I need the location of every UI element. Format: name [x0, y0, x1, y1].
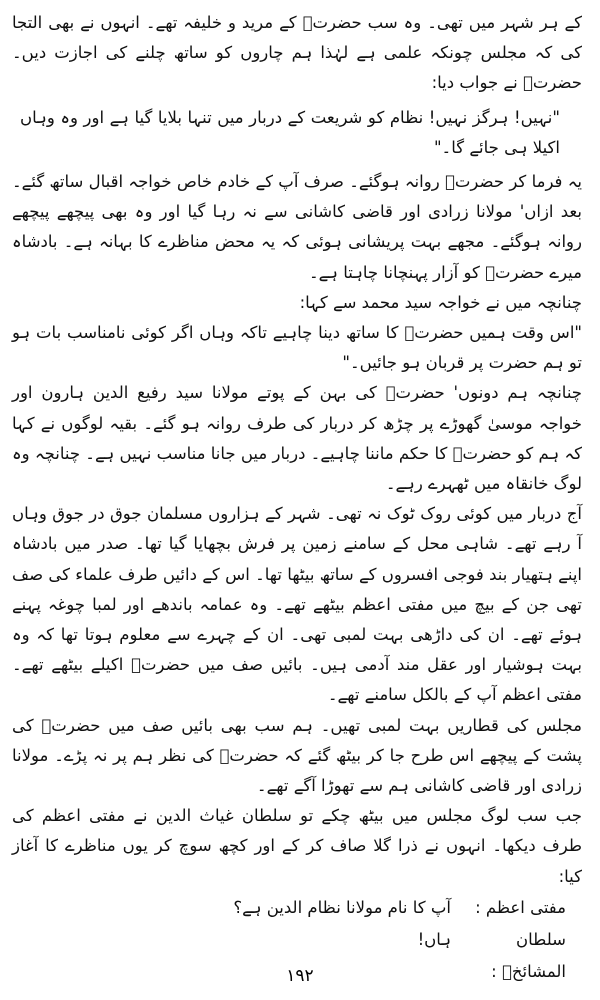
dialogue-speaker: مفتی اعظم : — [475, 897, 566, 917]
dialogue-speaker: سلطان المشائخؒ : — [491, 929, 566, 981]
paragraph-5: آج دربار میں کوئی روک ٹوک نہ تھی۔ شہر کے ہزاروں مسلمان جوق در جوق وہاں آ رہے تھے۔ شاہی محل کے سامنے زمین پر فرش بچھایا گیا تھا۔ صدر میں بادشاہ اپنے ہتھیار بند فوجی افسروں کے ساتھ بیٹھا تھا۔ اس کے دائیں طرف علماء کی صف تھی جن کے بیچ میں مفتی اعظم بیٹھے تھے۔ وہ عمامہ باندھے اور لمبا چوغہ پہنے ہوئے تھے۔ ان کی داڑھی بہت لمبی تھی۔ ان کے چہرے سے معلوم ہوتا تھا کہ وہ بہت ہوشیار اور عقل مند آدمی ہیں۔ بائیں صف میں حضرتؒ اکیلے بیٹھے تھے۔ مفتی اعظم آپ کے بالکل سامنے تھے۔ — [12, 504, 582, 705]
paragraph-6: مجلس کی قطاریں بہت لمبی تھیں۔ ہم سب بھی بائیں صف میں حضرتؒ کی پشت کے پیچھے اس طرح جا کر بیٹھ گئے کہ حضرتؒ کی نظر ہم پر نہ پڑے۔ مولانا زرادی اور قاضی کاشانی ہم سے تھوڑا آگے تھے۔ — [12, 715, 582, 796]
paragraph-2: یہ فرما کر حضرتؒ روانہ ہوگئے۔ صرف آپ کے خادم خاص خواجہ اقبال ساتھ گئے۔ بعد ازاں' مولانا زرادی اور قاضی کاشانی سے نہ رہا گیا اور وہ بھی پیچھے پیچھے روانہ ہوگئے۔ مجھے بہت پریشانی ہوئی کہ یہ محض مناظرے کا بہانہ ہے۔ بادشاہ میرے حضرتؒ کو آزار پہنچانا چاہتا ہے۔ — [12, 172, 582, 282]
quote-2: "اس وقت ہمیں حضرتؒ کا ساتھ دینا چاہیے تاکہ وہاں اگر کوئی نامناسب بات ہو تو ہم حضرت پر قربان ہو جائیں۔" — [12, 323, 582, 373]
paragraph-4: چنانچہ ہم دونوں' حضرتؒ کی بہن کے پوتے مولانا سید رفیع الدین ہارون اور خواجہ موسیٰ گھوڑے پر چڑھ کر دربار کی طرف روانہ ہو گئے۔ بقیہ لوگوں نے کہا کہ ہم کو حضرتؒ کا حکم ماننا چاہیے۔ دربار میں جانا مناسب نہیں ہے۔ چنانچہ وہ لوگ خانقاہ میں ٹھہرے رہے۔ — [12, 383, 582, 494]
paragraph-7: جب سب لوگ مجلس میں بیٹھ چکے تو سلطان غیاث الدین نے مفتی اعظم کی طرف دیکھا۔ انہوں نے ذرا گلا صاف کر کے اور کچھ سوچ کر یوں مناظرے کا آغاز کیا: — [12, 806, 582, 886]
paragraph-3: چنانچہ میں نے خواجہ سید محمد سے کہا: — [299, 292, 582, 312]
quote-1: "نہیں! ہرگز نہیں! نظام کو شریعت کے دربار میں تنہا بلایا گیا ہے اور وہ وہاں اکیلا ہی جائے گا۔" — [20, 107, 560, 157]
dialogue-text: آپ کا نام مولانا نظام الدین ہے؟ — [233, 897, 451, 917]
dialogue-text: ہاں! — [417, 929, 451, 949]
dialogue-line — [12, 892, 566, 924]
page-number: ۱۹۲ — [286, 966, 314, 986]
paragraph-1: کے ہر شہر میں تھی۔ وہ سب حضرتؒ کے مرید و خلیفہ تھے۔ انہوں نے بھی التجا کی کہ مجلس چونکہ علمی ہے لہٰذا ہم چاروں کو ساتھ چلنے کی اجازت دیں۔ حضرتؒ نے جواب دیا: — [12, 13, 582, 93]
